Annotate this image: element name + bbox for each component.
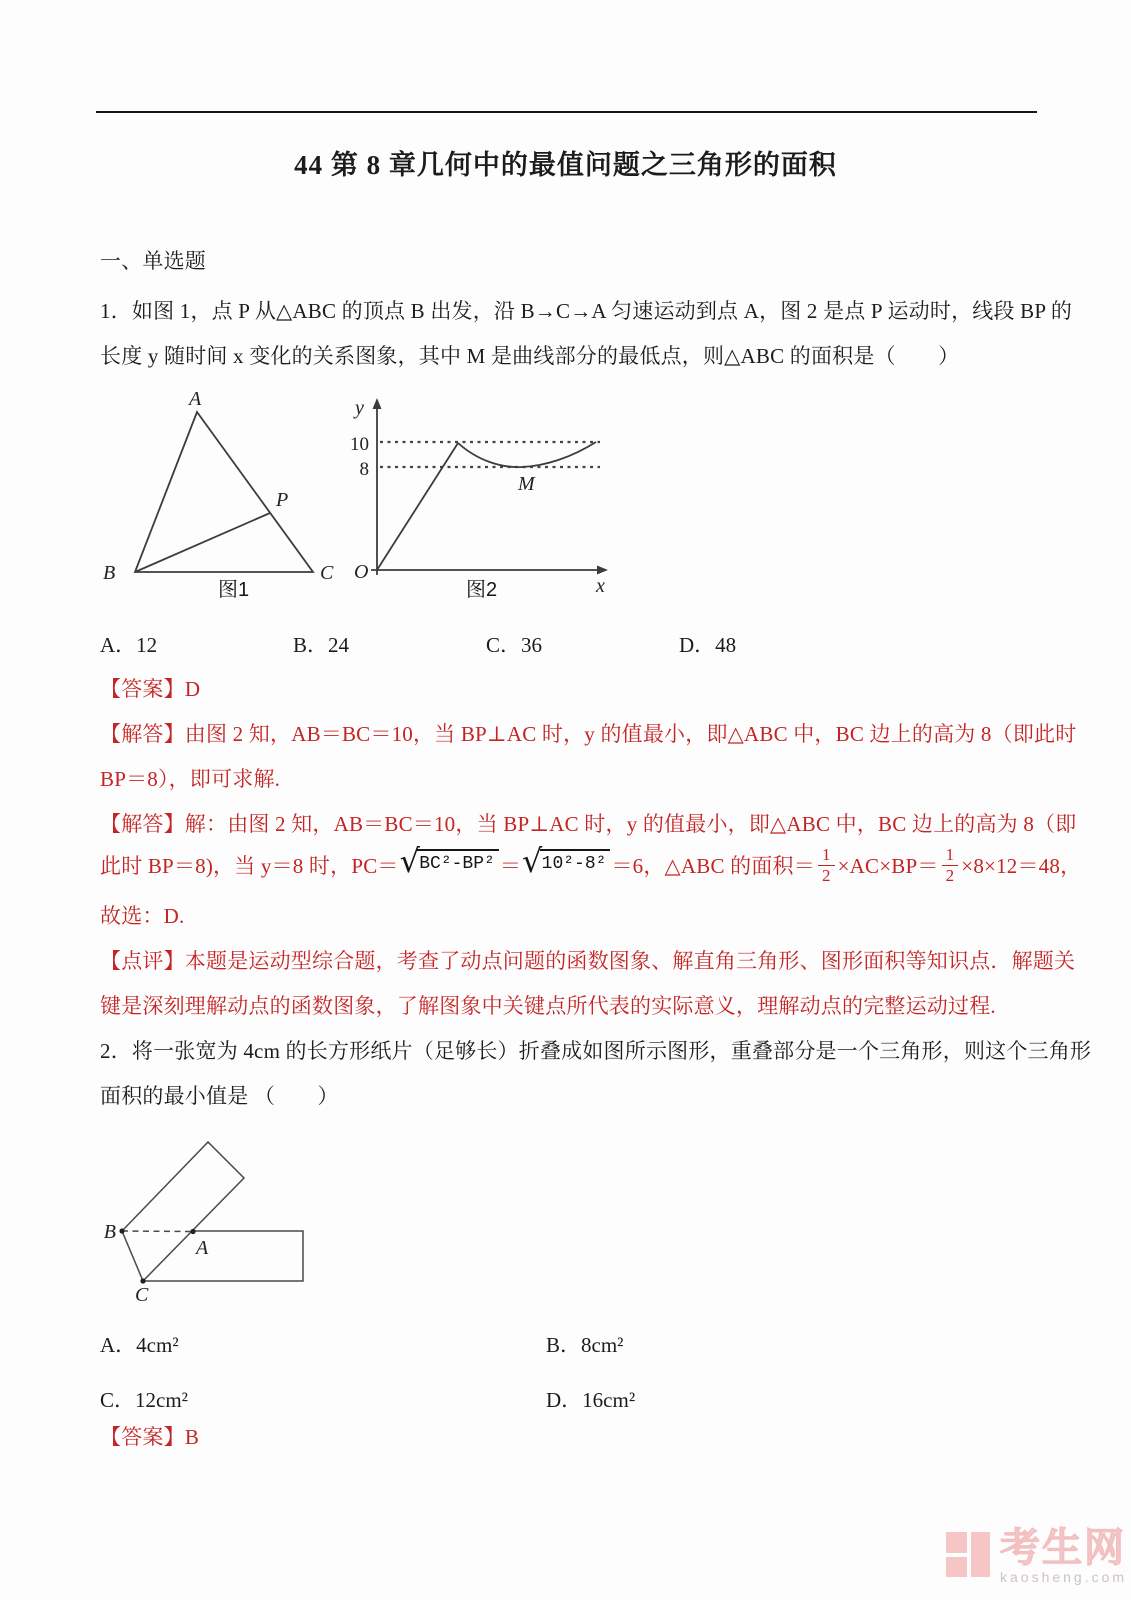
fig2-label-y: y — [355, 397, 364, 419]
formula-pre: 此时 BP＝8)，当 y＝8 时，PC＝ — [100, 854, 399, 878]
logo-block — [946, 1557, 967, 1577]
q1-option-b: B．24 — [293, 633, 350, 657]
section-heading: 一、单选题 — [100, 249, 206, 273]
formula-mid1: ＝6，△ABC 的面积＝ — [611, 854, 815, 878]
x-axis-arrow — [597, 566, 608, 575]
graph-rising-segment — [377, 443, 458, 570]
q1-solution1-line-1: 【解答】由图 2 知，AB＝BC＝10，当 BP⊥AC 时，y 的值最小，即△ABC 中，BC 边上的高为 8（即此时 — [100, 722, 1077, 746]
radical-sign-icon: √ — [399, 842, 421, 880]
question-1-text-line-1: 1．如图 1，点 P 从△ABC 的顶点 B 出发，沿 B→C→A 匀速运动到点 A，图 2 是点 P 运动时，线段 BP 的 — [100, 299, 1073, 323]
fraction-one-half: $\frac{1}{2}$ — [942, 845, 959, 885]
fig1-label-b: B — [103, 562, 116, 584]
q2-fig-label-b: B — [103, 1221, 116, 1243]
fig1-label-c: C — [320, 562, 334, 584]
q1-conclusion: 故选：D. — [100, 904, 185, 928]
q1-answer-label: 【答案】 — [100, 677, 185, 701]
q2-option-c: C．12cm² — [100, 1388, 188, 1412]
fig2-label-m: M — [518, 473, 535, 495]
fig2-caption: 图2 — [466, 579, 498, 601]
fig1-label-a: A — [189, 388, 202, 410]
fig1-label-p: P — [276, 489, 289, 511]
watermark-domain: kaosheng.com — [1000, 1569, 1128, 1585]
question-2-text-line-1: 2．将一张宽为 4cm 的长方形纸片（足够长）折叠成如图所示图形，重叠部分是一个三角形，则这个三角形 — [100, 1039, 1092, 1063]
radical-102-82: √ 10²-8² — [522, 849, 610, 881]
figure-1-triangle — [103, 388, 334, 601]
fig2-label-x: x — [596, 575, 605, 597]
q2-option-a: A．4cm² — [100, 1333, 179, 1357]
question-2-text-line-2: 面积的最小值是 （ ） — [100, 1084, 339, 1108]
figure-2-graph — [350, 397, 608, 601]
logo-block — [971, 1532, 990, 1577]
radical-bc2-bp2: √ BC²-BP² — [400, 849, 499, 881]
watermark-brand: 考生网 — [1000, 1526, 1126, 1570]
fig1-caption: 图1 — [218, 579, 250, 601]
point-a-dot — [190, 1229, 195, 1234]
formula-mid2: ×AC×BP＝ — [837, 854, 939, 878]
formula-eq1: ＝ — [499, 854, 522, 878]
watermark-text — [1000, 1526, 1128, 1585]
q1-option-a: A．12 — [100, 633, 158, 657]
point-b-dot — [119, 1228, 124, 1233]
fig2-label-o: O — [354, 561, 369, 583]
fig2-tick-10: 10 — [350, 434, 369, 455]
q2-answer-value: B — [184, 1425, 200, 1449]
q1-solution2-formula-line — [100, 834, 1081, 896]
folded-strip-outline — [122, 1142, 244, 1281]
q2-fig-label-c: C — [135, 1284, 149, 1306]
q2-option-d: D．16cm² — [546, 1388, 636, 1412]
radical-sign-icon: √ — [522, 842, 543, 880]
q1-solution2-line-1: 【解答】解：由图 2 知，AB＝BC＝10，当 BP⊥AC 时，y 的值最小，即△ABC 中，BC 边上的高为 8（即 — [100, 812, 1077, 836]
q2-fig-label-a: A — [196, 1237, 209, 1259]
q1-comment-line-1: 【点评】本题是运动型综合题，考查了动点问题的函数图象、解直角三角形、图形面积等知识点．解题关 — [100, 949, 1076, 973]
q1-comment-line-2: 键是深刻理解动点的函数图象，了解图象中关键点所代表的实际意义，理解动点的完整运动过程. — [100, 994, 996, 1018]
q1-answer-value: D — [184, 677, 201, 701]
q1-option-c: C．36 — [486, 633, 543, 657]
q2-option-b: B．8cm² — [546, 1333, 624, 1357]
q1-answer-line — [100, 677, 200, 701]
q2-answer-label: 【答案】 — [100, 1425, 185, 1449]
point-c-dot — [140, 1278, 145, 1283]
q1-solution1-line-2: BP＝8），即可求解. — [100, 767, 281, 791]
graph-curve-segment — [458, 442, 596, 467]
formula-mid3: ×8×12＝48， — [961, 854, 1082, 878]
logo-block — [946, 1532, 967, 1553]
q1-option-d: D．48 — [679, 633, 737, 657]
question-1-text-line-2: 长度 y 随时间 x 变化的关系图象，其中 M 是曲线部分的最低点，则△ABC 的面积是（ ） — [100, 344, 960, 368]
kaosheng-logo-icon — [946, 1529, 994, 1579]
question-2-figure — [104, 1142, 303, 1306]
y-axis-arrow — [373, 398, 382, 409]
fig2-tick-8: 8 — [359, 459, 369, 480]
kaosheng-watermark — [946, 1526, 1128, 1585]
fraction-one-half: $\frac{1}{2}$ — [818, 845, 835, 885]
q2-answer-line — [100, 1425, 199, 1449]
page-title: 44 第 8 章几何中的最值问题之三角形的面积 — [294, 150, 837, 180]
dashed-segment-ba — [122, 1231, 193, 1232]
